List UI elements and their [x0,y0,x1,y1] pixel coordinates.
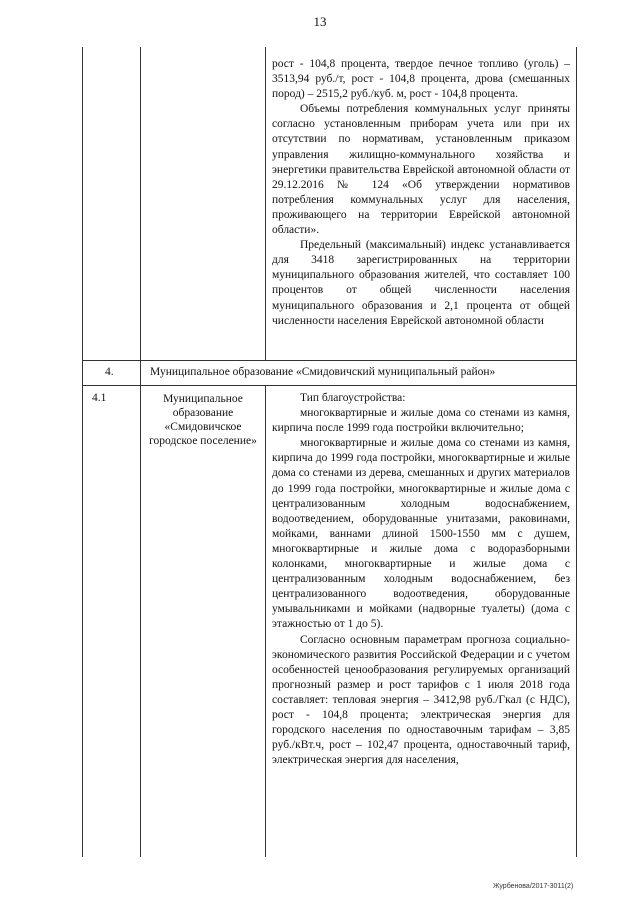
row-paragraph: многоквартирные и жилые дома со стенами из камня, кирпича до 1999 года постройки, многоквартирные и жилые дома со стенами из дерева, смешанных и других материалов до 1999 года постройки, многоквартирные и жилые дома с централизованным холодным водоснабжением, водоотведением, оборудованные унитазами, раковинами, мойками, ваннами длиной 1500-1550 мм с душем, многоквартирные и жилые дома с водоразборными колонками, многоквартирные и жилые дома с централизованным холодным водоснабжением, без централизованного водоотведения, оборудованные умывальниками и мойками (надворные туалеты) (дома с этажностью от 1 до 5). [272,437,570,631]
row-cell-text [272,391,570,768]
section-number: 4. [105,366,114,378]
table-border-right [576,47,577,857]
continued-paragraph: Предельный (максимальный) индекс устанавливается для 3418 зарегистрированных на территории муниципального образования жителей, что составляет 100 процентов от общей численности населения муниципального образования и 2,1 процента от общей численности населения Еврейской автономной области [272,239,570,327]
table-border-lower-col1 [140,385,141,857]
table-border-row3 [82,360,577,361]
table-border-row4 [82,385,577,386]
row-paragraph: Тип благоустройства: [300,392,406,404]
continued-paragraph: рост - 104,8 процента, твердое печное топливо (уголь) – 3513,94 руб./т, рост - 104,8 процента, дрова (смешанных пород) – 2515,2 руб./куб. м, рост - 104,8 процента. [272,58,570,101]
footer-reference: Журбенова/2017-3011(2) [493,883,574,890]
table-border-col1 [140,47,141,360]
continued-cell-text [272,57,570,329]
table-border-left [82,47,83,857]
row-paragraph: многоквартирные и жилые дома со стенами из камня, кирпича после 1999 года постройки включительно; [272,407,570,435]
page-number: 13 [313,14,327,29]
table-border-col2 [265,47,266,360]
table-border-section-col1 [140,360,141,385]
row-number: 4.1 [92,392,107,404]
section-title: Муниципальное образование «Смидовичский муниципальный район» [150,366,496,378]
table-border-lower-col2 [265,385,266,857]
row-paragraph: Согласно основным параметрам прогноза социально-экономического развития Российской Федерации и с учетом особенностей ценообразования регулируемых организаций прогнозный размер и рост тарифов с 1 июля 2018 года составляет: тепловая энергия – 3412,98 руб./Гкал (с НДС), рост - 104,8 процента; электрическая энергия для городского населения по одноставочным тарифам – 3,85 руб./кВт.ч, рост – 102,47 процента, одноставочный тариф, электрическая энергия для населения, [272,633,570,767]
row-municipality-name: Муниципальное образование «Смидовичское городское поселение» [149,393,257,447]
continued-paragraph: Объемы потребления коммунальных услуг приняты согласно установленным приборам учета или при их отсутствии по нормативам, установленным приказом управления жилищно-коммунального хозяйства и энергетики правительства Еврейской автономной области от 29.12.2016 № 124 «Об утверждении нормативов потребления коммунальных услуг для населения, проживающего на территории Еврейской автономной области». [272,103,570,237]
